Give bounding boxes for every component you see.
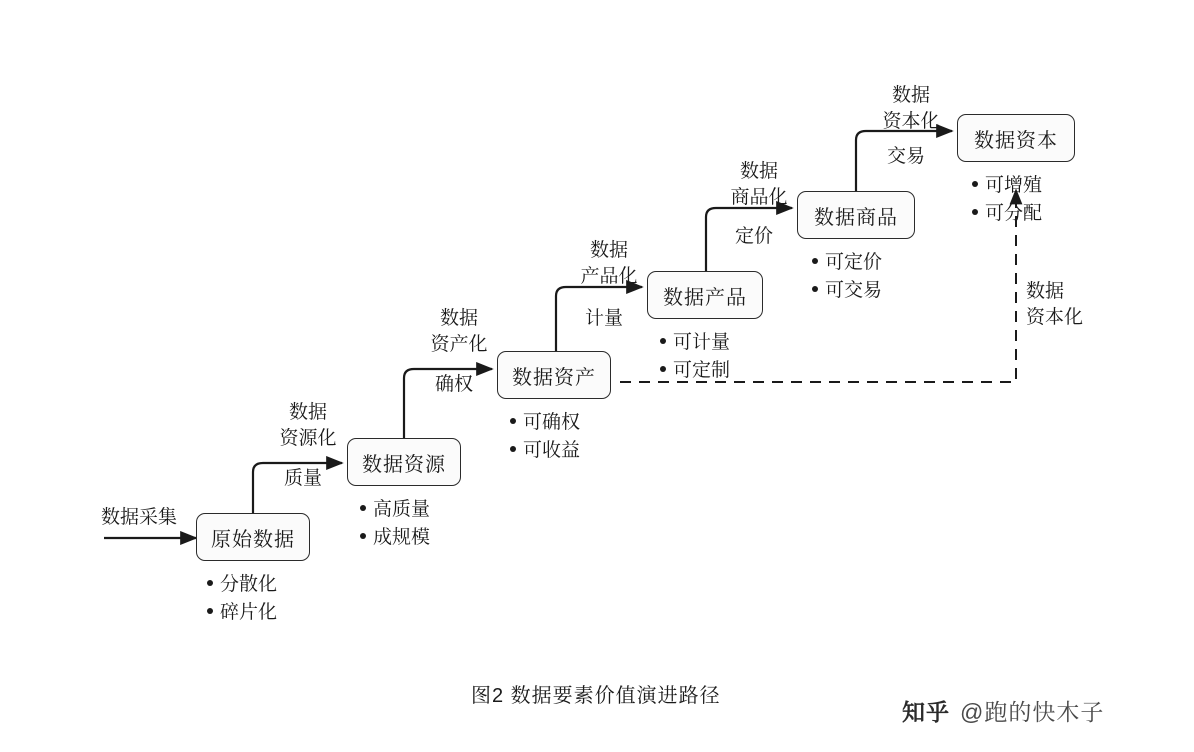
bullet-text: 分散化 (220, 574, 278, 595)
bullet-dot-icon (207, 580, 213, 586)
bullet-text: 可定制 (673, 359, 731, 381)
edge-label-commoditization-line2: 商品化 (730, 186, 788, 208)
node-data-product-label: 数据产品 (663, 286, 747, 309)
edge-label-capitalization-dashed (1026, 279, 1083, 330)
bullet-dot-icon (207, 608, 213, 614)
bullet-dot-icon (660, 338, 666, 344)
node-data-capital-label: 数据资本 (974, 129, 1058, 152)
node-data-commodity[interactable] (797, 191, 915, 239)
node-data-capital[interactable] (957, 114, 1075, 162)
bullet-text: 碎片化 (220, 601, 278, 623)
node-data-commodity-label: 数据商品 (814, 206, 898, 229)
bullet-dot-icon (972, 181, 978, 187)
bullet-text: 可收益 (523, 439, 581, 461)
edge-sublabel-pricing: 定价 (734, 226, 773, 247)
edge-label-resourceization-line2: 资源化 (279, 427, 337, 449)
bullet-dot-icon (510, 418, 516, 424)
bullet-text: 可交易 (825, 279, 883, 301)
node-data-resource-bullets (360, 496, 430, 551)
watermark (902, 694, 1104, 727)
edge-sublabel-measurement: 计量 (584, 308, 623, 329)
node-raw-data-bullets (207, 571, 277, 626)
bullet-dot-icon (360, 533, 366, 539)
edge-sublabel-transaction: 交易 (886, 146, 925, 167)
node-data-asset[interactable] (497, 351, 611, 399)
bullet-text: 高质量 (373, 499, 431, 520)
bullet-dot-icon (812, 286, 818, 292)
edge-label-productization-line2: 产品化 (580, 265, 638, 287)
bullet-text: 可增殖 (985, 175, 1043, 196)
watermark-username: @跑的快木子 (960, 699, 1105, 725)
bullet-dot-icon (660, 366, 666, 372)
node-data-resource[interactable] (347, 438, 461, 486)
bullet-dot-icon (812, 258, 818, 264)
edge-label-assetization-line1: 数据 (439, 308, 478, 329)
edge-label-productization-line1: 数据 (589, 240, 628, 261)
bullet-dot-icon (510, 446, 516, 452)
edge-sublabel-quality: 质量 (283, 468, 322, 489)
bullet-dot-icon (972, 209, 978, 215)
node-data-product[interactable] (647, 271, 763, 319)
bullet-text: 成规模 (373, 526, 431, 548)
zhihu-logo-icon: 知乎 (902, 699, 950, 725)
edge-label-assetization (404, 306, 514, 357)
node-data-asset-label: 数据资产 (512, 366, 596, 389)
edge-label-assetization-line2: 资产化 (430, 333, 488, 355)
edge-sublabel-rights-confirmation: 确权 (434, 374, 473, 395)
edge-label-commoditization-line1: 数据 (739, 161, 778, 182)
edge-label-data-collection: 数据采集 (101, 507, 178, 528)
node-raw-data-label: 原始数据 (211, 528, 295, 551)
node-data-product-bullets (660, 329, 730, 384)
edge-label-resourceization-line1: 数据 (288, 402, 327, 423)
bullet-text: 可确权 (523, 412, 581, 433)
edge-label-capitalization (856, 83, 966, 134)
bullet-text: 可计量 (673, 332, 731, 353)
bullet-dot-icon (360, 505, 366, 511)
edge-label-capitalization-line1: 数据 (891, 85, 930, 106)
bullet-text: 可定价 (825, 252, 883, 273)
bullet-text: 可分配 (985, 202, 1043, 224)
edge-label-capitalization-line2: 资本化 (882, 110, 940, 132)
node-data-commodity-bullets (812, 249, 882, 304)
node-data-asset-bullets (510, 409, 580, 464)
edge-label-capitalization-dashed-line1: 数据 (1026, 281, 1065, 302)
node-data-capital-bullets (972, 172, 1042, 227)
figure-caption: 图2 数据要素价值演进路径 (471, 685, 721, 707)
node-data-resource-label: 数据资源 (362, 453, 446, 476)
node-raw-data[interactable] (196, 513, 310, 561)
edge-label-capitalization-dashed-line2: 资本化 (1026, 306, 1084, 328)
